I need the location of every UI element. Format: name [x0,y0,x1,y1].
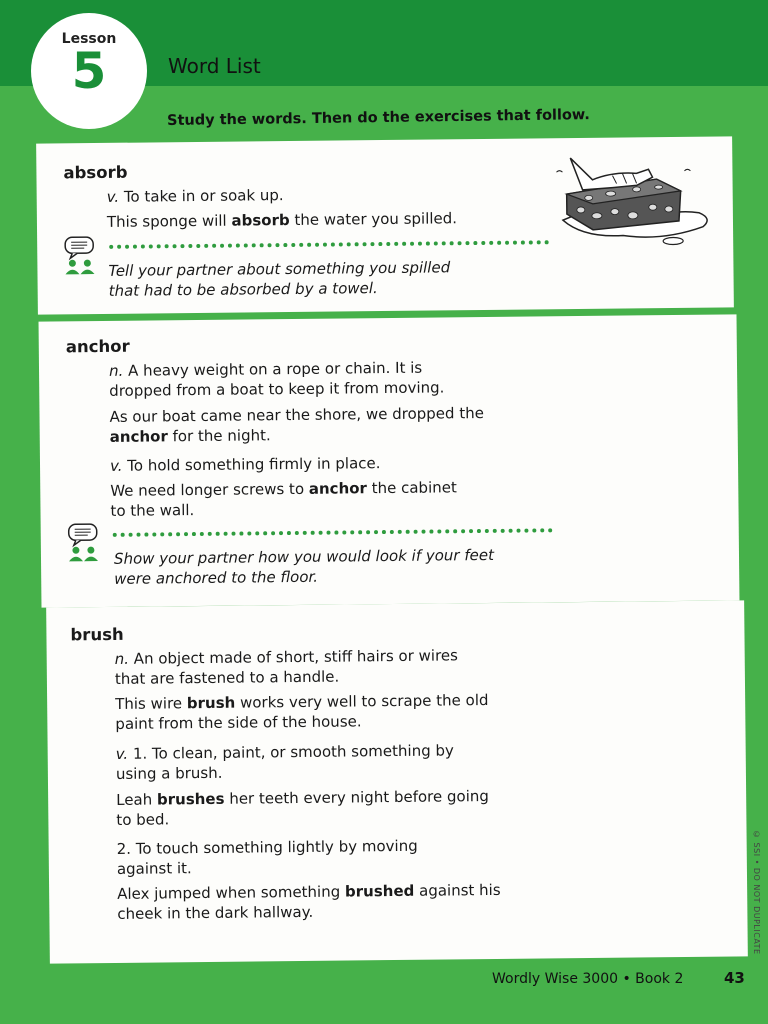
example-sentence-2-line-2: to bed. [116,810,170,829]
definition-text: A heavy weight on a rope or chain. It is [128,358,423,380]
lesson-number: 5 [71,42,107,100]
example-sentence: As our boat came near the shore, we dropped the [109,404,484,426]
example-sentence-3: Alex jumped when something brushed against his [117,880,501,903]
definition-line-2: dropped from a boat to keep it from moving. [109,378,445,400]
lesson-badge [31,13,147,129]
partner-prompt-line-2: were anchored to the floor. [114,567,319,588]
definition [107,185,284,207]
definition-line-2: that are fastened to a handle. [114,667,340,688]
example-sentence-2-line-2: to the wall. [110,501,195,520]
example-sentence-line-2: paint from the side of the house. [115,712,362,733]
part-of-speech: v. [106,187,120,206]
partner-prompt-line-1: Show your partner how you would look if your feet [113,545,495,568]
entry-anchor [39,314,740,607]
sponge-illustration [552,149,715,249]
definition-text: To take in or soak up. [123,186,284,206]
definition-2: v. 1. To clean, paint, or smooth something by [115,741,454,763]
definition: n. An object made of short, stiff hairs or wires [114,646,459,668]
example-sentence-2: Leah brushes her teeth every night before going [116,787,489,809]
dotted-divider [113,528,553,537]
lesson-label: Lesson [61,31,117,47]
partner-talk-icon [66,523,102,563]
definition-2: v. To hold something firmly in place. [109,454,381,475]
entry-brush [46,600,748,963]
entry-absorb [36,136,734,314]
part-of-speech: v. [115,744,129,763]
part-of-speech: n. [114,649,130,668]
partner-prompt-line-1: Tell your partner about something you spilled [108,258,451,280]
page-number: 43 [724,969,745,987]
part-of-speech: v. [109,456,123,475]
part-of-speech: n. [108,361,124,380]
example-sentence-line-2: anchor for the night. [109,426,271,446]
example-sentence: This wire brush works very well to scrape the old [115,691,489,713]
example-sentence-2: We need longer screws to anchor the cabinet [110,478,457,500]
definition-3-line-2: against it. [116,859,192,878]
instructions: Study the words. Then do the exercises that follow. [167,107,590,129]
section-title: Word List [168,54,261,78]
copyright-notice: © SSI • DO NOT DUPLICATE [752,830,761,955]
partner-talk-icon [62,236,98,276]
partner-prompt-line-2: that had to be absorbed by a towel. [108,279,378,300]
example-sentence-3-line-2: cheek in the dark hallway. [117,902,314,923]
headword: brush [70,624,124,645]
example-sentence: This sponge will absorb the water you spilled. [106,209,458,231]
dotted-divider [109,240,549,249]
headword: absorb [63,162,128,183]
definition-3: 2. To touch something lightly by moving [116,836,418,858]
footer-book-title: Wordly Wise 3000 • Book 2 [492,971,684,987]
definition-2-line-2: using a brush. [115,763,223,783]
headword: anchor [65,336,130,357]
